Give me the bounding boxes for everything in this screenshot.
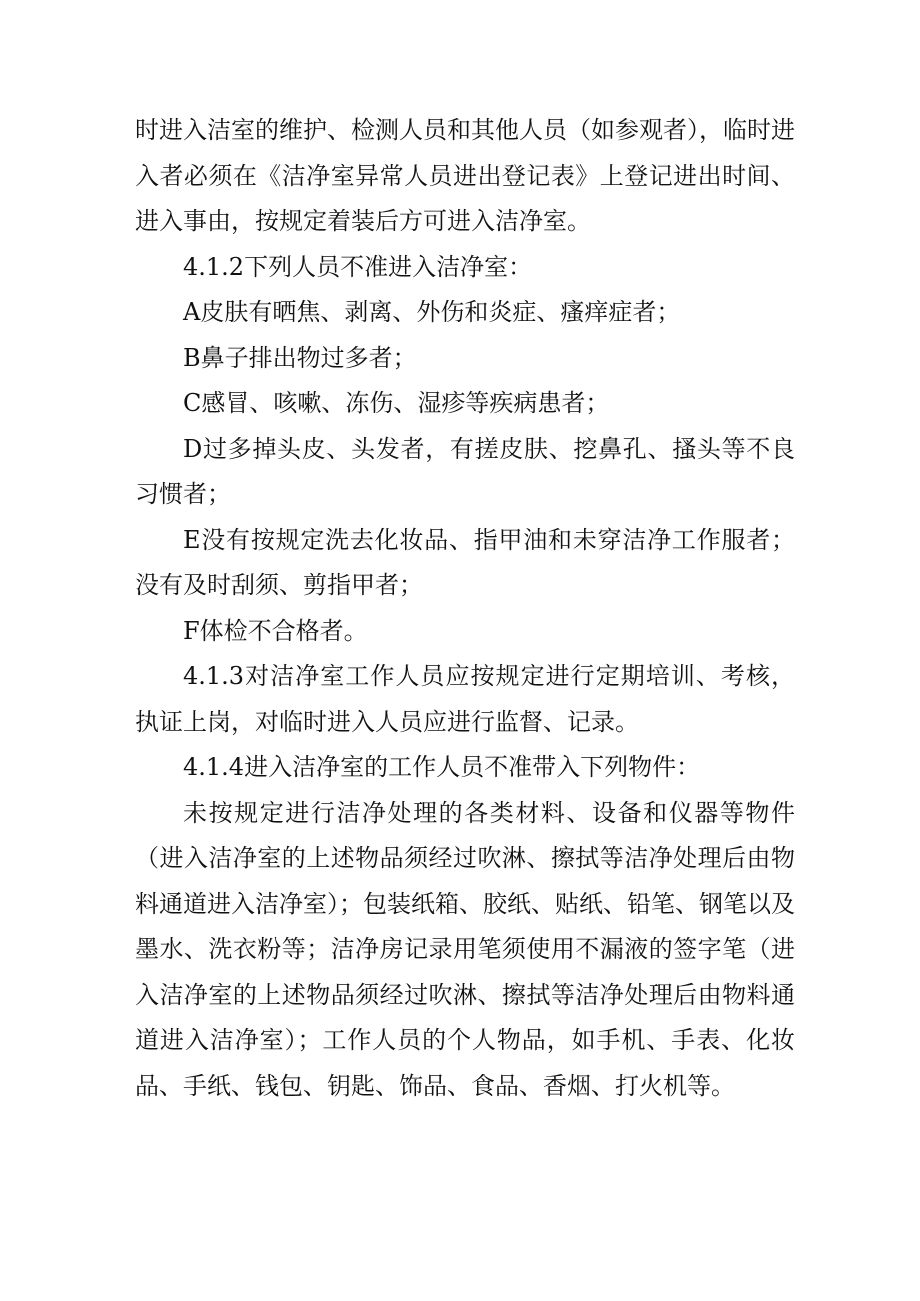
document-body	[135, 108, 795, 1109]
list-item-c: C感冒、咳嗽、冻伤、湿疹等疾病患者；	[183, 389, 610, 417]
list-item-d: D过多掉头皮、头发者，有搓皮肤、挖鼻孔、搔头等不良习惯者；	[135, 434, 795, 508]
list-item-a: A皮肤有晒焦、剥离、外伤和炎症、瘙痒症者；	[183, 298, 681, 326]
paragraph-4-1-3: 4.1.3对洁净室工作人员应按规定进行定期培训、考核，执证上岗，对临时进入人员应进行监督、记录。	[135, 662, 795, 736]
paragraph-prohibited-items: 未按规定进行洁净处理的各类材料、设备和仪器等物件（进入洁净室的上述物品须经过吹淋、擦拭等洁净处理后由物料通道进入洁净室）；包装纸箱、胶纸、贴纸、铅笔、钢笔以及墨水、洗衣粉等；洁净房记录用笔须使用不漏液的签字笔（进入洁净室的上述物品须经过吹淋、擦拭等洁净处理后由物料通道进入洁净室）；工作人员的个人物品，如手机、手表、化妆品、手纸、钱包、钥匙、饰品、食品、香烟、打火机等。	[135, 798, 795, 1100]
paragraph-4-1-2-heading: 4.1.2下列人员不准进入洁净室：	[183, 252, 533, 281]
list-item-f: F体检不合格者。	[183, 616, 368, 645]
list-item-e: E没有按规定洗去化妆品、指甲油和未穿洁净工作服者；没有及时刮须、剪指甲者；	[135, 525, 795, 599]
list-item-b: B鼻子排出物过多者；	[183, 343, 417, 372]
paragraph-4-1-4-heading: 4.1.4进入洁净室的工作人员不准带入下列物件：	[183, 753, 701, 781]
paragraph-continuation: 时进入洁室的维护、检测人员和其他人员（如参观者），临时进入者必须在《洁净室异常人员进出登记表》上登记进出时间、进入事由，按规定着装后方可进入洁净室。	[135, 116, 795, 235]
